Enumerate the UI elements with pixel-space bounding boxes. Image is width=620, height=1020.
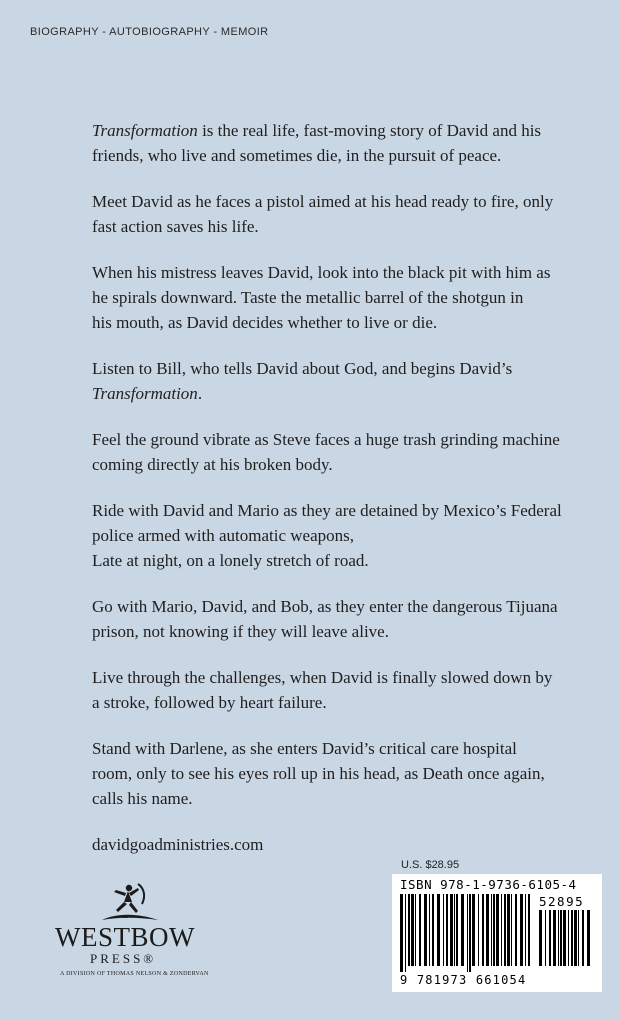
barcode-bar <box>504 894 506 966</box>
publisher-subname: PRESS® <box>90 951 157 966</box>
blurb-line: Go with Mario, David, and Bob, as they enter the dangerous Tijuana <box>92 597 558 616</box>
blurb-line: his mouth, as David decides whether to live or die. <box>92 313 438 332</box>
barcode-bar <box>587 910 590 966</box>
category-label: BIOGRAPHY - AUTOBIOGRAPHY - MEMOIR <box>30 26 269 38</box>
barcode-bar <box>558 910 559 966</box>
archer-figure-icon <box>98 880 162 924</box>
blurb-paragraph <box>92 260 612 335</box>
barcode-bar <box>491 894 492 966</box>
barcode-bar <box>472 894 475 966</box>
blurb-paragraph <box>92 594 612 644</box>
blurb-paragraph <box>92 736 612 811</box>
barcode-bar <box>582 910 584 966</box>
book-title-italic: Transformation <box>92 384 198 403</box>
barcode-bar <box>450 894 453 966</box>
barcode-bar <box>515 894 517 966</box>
publisher-name: WESTBOW <box>55 922 195 952</box>
barcode-bar <box>437 894 440 966</box>
barcode-bar <box>496 894 499 966</box>
barcode-bar <box>549 910 551 966</box>
blurb-line: room, only to see his eyes roll up in his head, as Death once again, <box>92 764 545 783</box>
isbn-barcode <box>392 874 602 992</box>
barcode-bar <box>454 894 455 966</box>
barcode-bar <box>578 910 579 966</box>
barcode-bar <box>408 894 410 966</box>
blurb-line: Transformation. <box>92 384 203 403</box>
barcode-bar <box>432 894 434 966</box>
price-label: U.S. $28.95 <box>401 859 460 871</box>
blurb-line: Meet David as he faces a pistol aimed at his head ready to fire, only <box>92 192 554 211</box>
blurb-line: Listen to Bill, who tells David about God, and begins David’s <box>92 359 513 378</box>
blurb-paragraph <box>92 665 612 715</box>
barcode-bar <box>560 910 562 966</box>
blurb-line: When his mistress leaves David, look into the black pit with him as <box>92 263 551 282</box>
barcode-bar <box>405 894 406 972</box>
barcode-bar <box>424 894 427 966</box>
barcode-bar <box>539 910 542 966</box>
barcode-bar <box>571 910 573 966</box>
barcode-bar <box>467 894 468 972</box>
blurb-line: he spirals downward. Taste the metallic barrel of the shotgun in <box>92 288 524 307</box>
publisher-logo <box>48 880 208 1000</box>
blurb-line: prison, not knowing if they will leave alive. <box>92 622 389 641</box>
barcode-bar <box>568 910 569 966</box>
blurb-line: Feel the ground vibrate as Steve faces a huge trash grinding machine <box>92 430 560 449</box>
blurb-line: coming directly at his broken body. <box>92 455 333 474</box>
blurb-line: friends, who live and sometimes die, in the pursuit of peace. <box>92 146 502 165</box>
barcode-bar <box>511 894 512 966</box>
blurb-line: police armed with automatic weapons, <box>92 526 354 545</box>
barcode-bar <box>429 894 430 966</box>
barcode-bar <box>469 894 471 972</box>
barcode-bar <box>520 894 523 966</box>
blurb-line: Ride with David and Mario as they are detained by Mexico’s Federal <box>92 501 562 520</box>
barcode-bar <box>419 894 421 966</box>
blurb-paragraph <box>92 356 612 406</box>
barcode-bar <box>563 910 566 966</box>
blurb-paragraph <box>92 189 612 239</box>
barcode-bar <box>501 894 502 966</box>
barcode-bar <box>486 894 489 966</box>
barcode-bar <box>545 910 546 966</box>
blurb-line: a stroke, followed by heart failure. <box>92 693 327 712</box>
barcode-bar <box>553 910 556 966</box>
ean-number: 9 781973 661054 <box>400 973 527 987</box>
blurb-line: fast action saves his life. <box>92 217 259 236</box>
publisher-division: A DIVISION OF THOMAS NELSON & ZONDERVAN <box>60 971 209 977</box>
price-code: 52895 <box>539 894 585 909</box>
barcode-bar <box>446 894 448 966</box>
blurb-line: Live through the challenges, when David is finally slowed down by <box>92 668 553 687</box>
blurb-paragraph <box>92 118 612 168</box>
blurb-line: calls his name. <box>92 789 193 808</box>
barcode-bar <box>528 894 530 966</box>
blurb-paragraph <box>92 427 612 477</box>
barcode-bar <box>574 910 577 966</box>
website-url: davidgoadministries.com <box>92 835 264 854</box>
ean-barcode-bars <box>400 894 534 972</box>
blurb-paragraph <box>92 498 612 573</box>
barcode-bar <box>507 894 510 966</box>
barcode-bar <box>411 894 414 966</box>
barcode-bar <box>415 894 416 966</box>
barcode-bar <box>443 894 444 966</box>
barcode-bar <box>525 894 526 966</box>
book-title-italic: Transformation <box>92 121 198 140</box>
blurb-line: Transformation is the real life, fast-moving story of David and his <box>92 121 542 140</box>
blurb-line: Late at night, on a lonely stretch of road. <box>92 551 369 570</box>
blurb-line: Stand with Darlene, as she enters David’s critical care hospital <box>92 739 517 758</box>
isbn-number: ISBN 978-1-9736-6105-4 <box>400 877 577 892</box>
back-cover-blurb <box>92 118 612 878</box>
barcode-bar <box>493 894 495 966</box>
price-barcode-bars <box>539 910 593 972</box>
barcode-bar <box>478 894 479 966</box>
barcode-bar <box>461 894 464 966</box>
barcode-bar <box>482 894 484 966</box>
barcode-bar <box>456 894 458 966</box>
barcode-bar <box>400 894 403 972</box>
